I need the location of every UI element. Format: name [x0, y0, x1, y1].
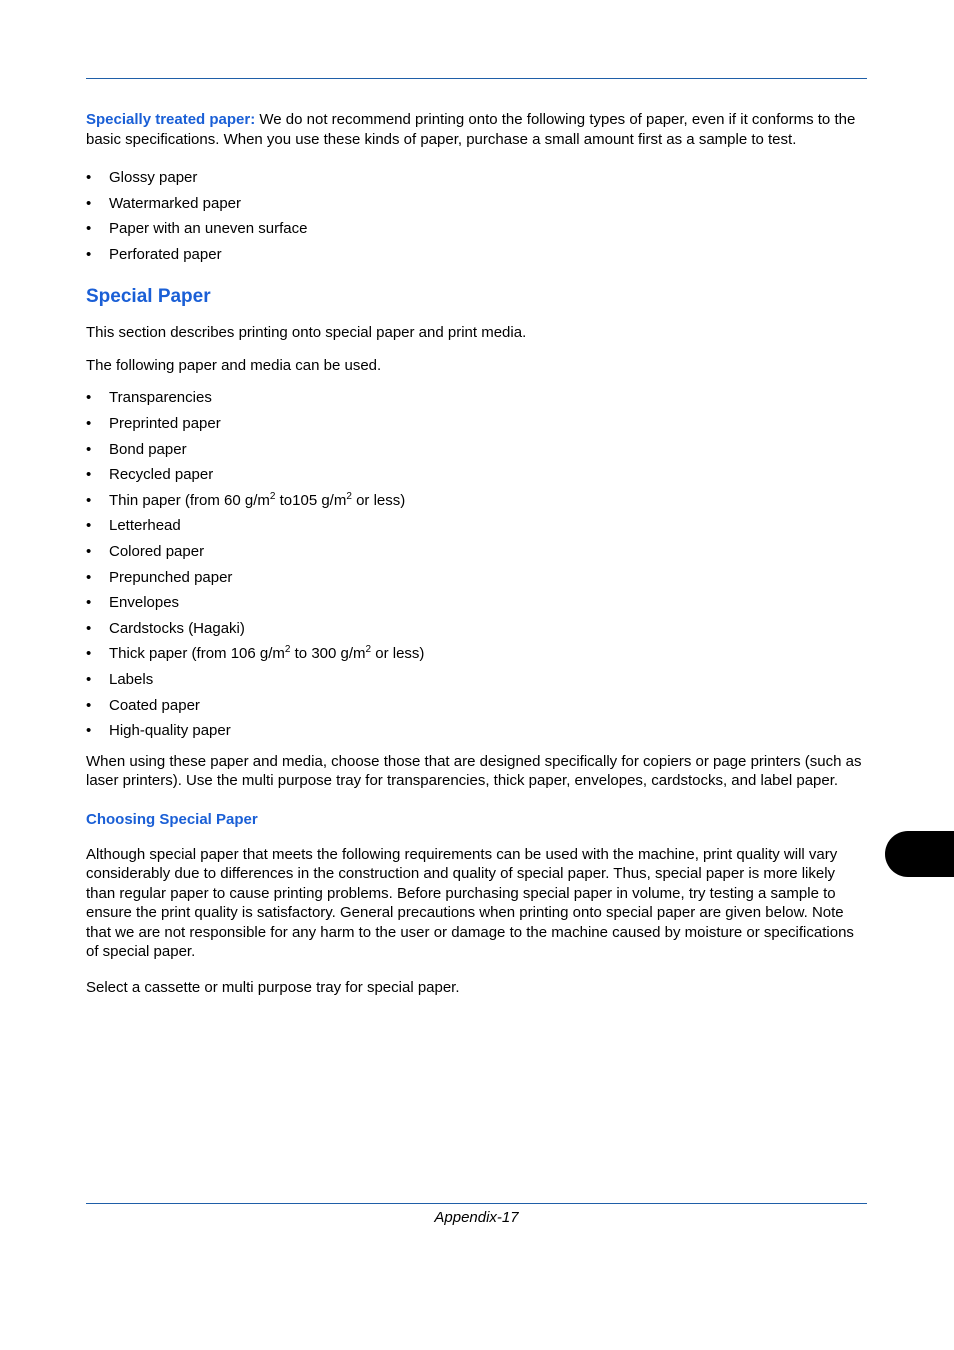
list-item: • Thin paper (from 60 $g/m^2$ to105 $g/m^2$ or less) [86, 488, 867, 514]
list-item: • Paper with an uneven surface [86, 216, 867, 242]
list-item: • Preprinted paper [86, 411, 867, 437]
page-content [86, 110, 867, 997]
footer-rule [86, 1203, 867, 1204]
list-item: • Cardstocks (Hagaki) [86, 616, 867, 642]
page-number: Appendix-17 [434, 1209, 519, 1226]
special-paper-usable-note: The following paper and media can be used. [86, 356, 382, 374]
header-rule [86, 78, 867, 79]
bullet: • [86, 517, 92, 535]
special-paper-usage-paragraph: When using these paper and media, choose those that are designed specifically for copiers or page printers (such as laser printers). Use the multi purpose tray for transparencies, thick paper, envelopes, cardstocks, and label paper. [86, 752, 862, 790]
list-item: • Envelopes [86, 590, 867, 616]
treated-paper-text: We do not recommend printing onto the following types of paper, even if it conforms to the basic specifications. When you use these kinds of paper, purchase a small amount first as a sample to test. [86, 111, 856, 148]
choosing-special-paper-paragraph: Although special paper that meets the following requirements can be used with the machine, print quality will vary considerably due to differences in the construction and quality of special paper. Thus, special paper is more likely than regular paper to cause printing problems. Before purchasing special paper in volume, try testing a sample to ensure the print quality is satisfactory. General precautions when printing onto special paper are given below. Note that we are not responsible for any harm to the user or damage to the machine caused by moisture or specifications of special paper. [86, 845, 854, 961]
choosing-special-paper-heading: Choosing Special Paper [86, 810, 258, 828]
list-item: • Letterhead [86, 513, 867, 539]
bullet: • [86, 568, 92, 586]
list-item: • Coated paper [86, 693, 867, 719]
special-paper-list [86, 385, 867, 743]
tray-selection-paragraph: Select a cassette or multi purpose tray for special paper. [86, 978, 460, 996]
bullet: • [86, 414, 92, 432]
list-item: • High-quality paper [86, 718, 867, 744]
special-paper-heading: Special Paper [86, 286, 211, 308]
bullet: • [86, 645, 92, 663]
list-item: • Transparencies [86, 385, 867, 411]
bullet: • [86, 594, 92, 612]
bullet: • [86, 245, 92, 263]
bullet: • [86, 169, 92, 186]
list-item: • Prepunched paper [86, 565, 867, 591]
chapter-tab-marker [885, 831, 954, 877]
bullet: • [86, 466, 92, 484]
bullet: • [86, 619, 92, 637]
list-item: • Labels [86, 667, 867, 693]
bullet: • [86, 389, 92, 407]
bullet: • [86, 542, 92, 560]
treated-paper-list [86, 165, 867, 267]
bullet: • [86, 722, 92, 740]
list-item: • Colored paper [86, 539, 867, 565]
treated-paper-lead: Specially treated paper: [86, 111, 256, 128]
bullet: • [86, 220, 92, 238]
list-item: • Thick paper (from 106 $g/m^2$ to 300 $g/m^2$ or less) [86, 641, 867, 667]
bullet: • [86, 194, 92, 212]
list-item: • Bond paper [86, 437, 867, 463]
treated-paper-paragraph [86, 110, 867, 149]
bullet: • [86, 696, 92, 714]
bullet: • [86, 440, 92, 458]
bullet: • [86, 491, 92, 509]
list-item: • Glossy paper [86, 165, 867, 191]
list-item: • Watermarked paper [86, 191, 867, 217]
special-paper-intro: This section describes printing onto special paper and print media. [86, 324, 527, 342]
bullet: • [86, 670, 92, 688]
list-item: • Recycled paper [86, 462, 867, 488]
list-item: • Perforated paper [86, 242, 867, 268]
